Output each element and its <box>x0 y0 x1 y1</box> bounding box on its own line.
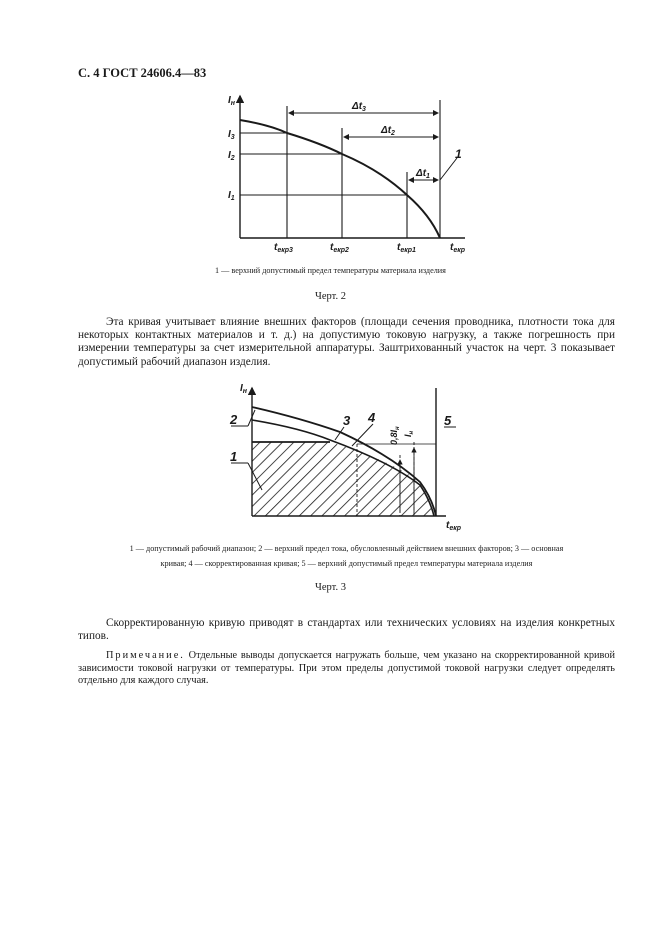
fig2-label-t3: $t_{екр3}$ <box>274 242 293 254</box>
fig2-y-label: $I_н$ <box>228 95 236 107</box>
fig3-hatched-range <box>252 430 442 520</box>
note-text: Отдельные выводы допускается нагружать больше, чем указано на скорректированной кривой зависимости токовой нагрузки от температуры. При этом пределы допустимой токовой нагрузки следует определять отдельно для каждого случая. <box>78 650 615 687</box>
fig3-label-5: 5 <box>444 413 452 428</box>
fig2-label-I3: $I_3$ <box>228 129 235 141</box>
fig2-label-dt3: $\Delta t_3$ <box>352 101 366 113</box>
fig2-label-t2: $t_{екр2}$ <box>330 242 349 254</box>
fig2-curve-number: 1 <box>455 147 462 161</box>
fig2-curve <box>240 120 440 238</box>
fig2-label-dt2: $\Delta t_2$ <box>381 125 395 137</box>
fig2-caption: 1 — верхний допустимый предел температуры материала изделия <box>215 266 446 275</box>
fig3-y-label: $I_н$ <box>240 383 248 395</box>
page-header: С. 4 ГОСТ 24606.4—83 <box>78 66 207 80</box>
fig2-levels <box>240 133 407 195</box>
paragraph-2: Скорректированную кривую приводят в стандартах или технических условиях на изделия конкретных типов. <box>78 617 615 643</box>
fig2-label-dt1: $\Delta t_1$ <box>416 168 430 180</box>
fig3-x-label: $t_{екр}$ <box>446 520 462 532</box>
fig3-caption <box>78 541 615 571</box>
note-label: Примечание. <box>106 650 185 661</box>
fig3-caption-line-1: 1 — допустимый рабочий диапазон; 2 — верхний предел тока, обусловленный действием внешних факторов; 3 — основная <box>129 544 564 553</box>
fig3-caption-line-2: кривая; 4 — скорректированная кривая; 5 — верхний допустимый предел температуры материала изделия <box>160 559 533 568</box>
note <box>78 650 615 688</box>
fig3-label-2: 2 <box>230 412 238 427</box>
paragraph-1: Эта кривая учитывает влияние внешних факторов (площади сечения проводника, плотности тока для некоторых контактных материалов и т. д.) на допустимую токовую нагрузку, а также погрешность при измерении температуры за счет измерительной аппаратуры. Заштрихованный участок на черт. 3 показывает допустимый рабочий диапазон изделия. <box>78 316 615 368</box>
fig3-label-In: $I_н$ <box>403 430 415 437</box>
fig3-label-1: 1 <box>230 449 238 464</box>
fig3-label-3: 3 <box>343 413 351 428</box>
fig2-x-label: $t_{екр}$ <box>450 242 466 254</box>
fig2-label-t1: $t_{екр1}$ <box>397 242 416 254</box>
fig3-title: Черт. 3 <box>315 582 346 593</box>
fig2-title: Черт. 2 <box>315 291 346 302</box>
fig2-leader <box>440 158 457 180</box>
fig3-label-08In: $0,8I_н$ <box>389 426 401 445</box>
fig2-label-I1: $I_1$ <box>228 190 235 202</box>
fig3-label-4: 4 <box>368 410 376 425</box>
fig2-axes <box>240 96 465 238</box>
fig2-label-I2: $I_2$ <box>228 150 235 162</box>
